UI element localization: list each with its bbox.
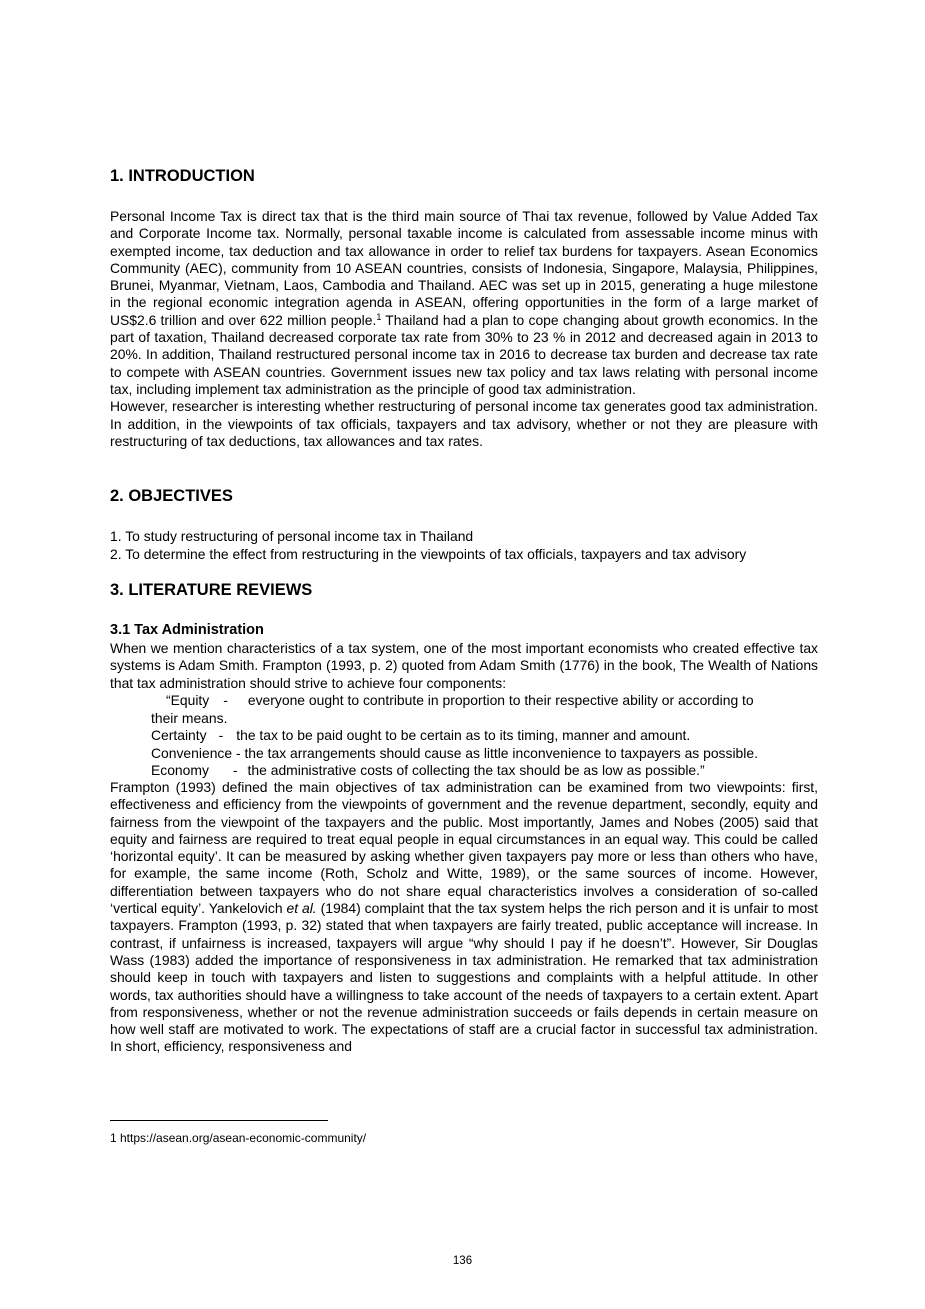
quote-convenience <box>151 745 758 762</box>
objectives-heading: 2. OBJECTIVES <box>110 487 233 505</box>
quote-term: Economy <box>151 762 209 778</box>
quote-dash: - <box>235 745 241 761</box>
literature-body-paragraph <box>110 779 818 1056</box>
quote-equity <box>166 692 754 709</box>
et-al: et al. <box>286 900 317 917</box>
introduction-paragraph-1a: Personal Income Tax is direct tax that is the third main source of Thai tax revenue, followed by Value Added Tax and Corporate Income tax. Normally, personal taxable income is calculated from assessable income minus with exempted income, tax deduction and tax allowance in order to relief tax burdens for taxpayers. Asean Economics Community (AEC), community from 10 ASEAN countries, consists of Indonesia, Singapore, Malaysia, Philippines, Brunei, Myanmar, Vietnam, Laos, Cambodia and Thailand. AEC was set up in 2015, generating a huge milestone in the regional economic integration agenda in ASEAN, offering opportunities in the form of a large market of US$2.6 trillion and over 622 million people. <box>110 208 818 328</box>
quote-dash: - <box>218 727 224 743</box>
quote-dash: - <box>223 692 228 708</box>
footnote: 1 https://asean.org/asean-economic-community/ <box>110 1131 367 1145</box>
objective-item-1: 1. To study restructuring of personal income tax in Thailand <box>110 528 474 544</box>
literature-body <box>110 779 818 1056</box>
footnote-reference[interactable]: 1 <box>376 311 382 322</box>
quote-term: “Equity <box>166 692 210 708</box>
literature-body-b: (1984) complaint that the tax system helps the rich person and it is unfair to most taxpayers. Frampton (1993, p. 32) stated that when taxpayers are fairly treated, public acceptance will increase. In contrast, if unfairness is increased, taxpayers will argue “why should I pay if he doesn’t”. However, Sir Douglas Wass (1983) added the importance of responsiveness in tax administration. He remarked that tax administration should keep in touch with taxpayers and listen to suggestions and complaints with a helpful attitude. In other words, tax authorities should have a willingness to take account of the needs of taxpayers to a certain extent. Apart from responsiveness, whether or not the revenue administration succeeds or fails depends in certain measure on how well staff are motivated to work. The expectations of staff are a crucial factor in successful tax administration. In short, efficiency, responsiveness and <box>110 900 818 1055</box>
quote-equity-continued: their means. <box>151 710 228 726</box>
literature-body-a: Frampton (1993) defined the main objectives of tax administration can be examined from two viewpoints: first, effectiveness and efficiency from the viewpoints of government and the revenue department, secondly, equity and fairness from the viewpoint of the taxpayers and the public. Most importantly, James and Nobes (2005) said that equity and fairness are required to treat equal people in equal circumstances in an equal way. This could be called ‘horizontal equity’. It can be measured by asking whether given taxpayers pay more or less than others who have, for example, the same income (Roth, Scholz and Witte, 1989), or the same sources of income. However, differentiation between taxpayers who do not share equal characteristics involves a consideration of so-called ‘vertical equity’. Yankelovich <box>110 779 818 917</box>
introduction-paragraph-1b: Thailand had a plan to cope changing about growth economics. In the part of taxation, Thailand decreased corporate tax rate from 30% to 23 % in 2012 and decreased again in 2013 to 20%. In addition, Thailand restructured personal income tax in 2016 to decrease tax burden and decrease tax rate to compete with ASEAN countries. Government issues new tax policy and tax laws relating with personal income tax, including implement tax administration as the principle of good tax administration. <box>110 311 818 397</box>
quote-definition: the tax arrangements should cause as little inconvenience to taxpayers as possible. <box>244 745 758 761</box>
quote-dash: - <box>232 762 238 778</box>
quote-definition: the administrative costs of collecting the tax should be as low as possible.” <box>247 762 705 778</box>
quote-term: Convenience <box>151 745 233 761</box>
quote-definition: the tax to be paid ought to be certain as to its timing, manner and amount. <box>236 727 691 743</box>
quote-definition: everyone ought to contribute in proportion to their respective ability or according to <box>247 692 754 708</box>
page-number: 136 <box>452 1255 473 1267</box>
footnote-divider <box>110 1120 328 1121</box>
introduction-paragraph-2: However, researcher is interesting whether restructuring of personal income tax generates good tax administration. In addition, in the viewpoints of tax officials, taxpayers and tax advisory, whether or not they are pleasure with restructuring of tax deductions, tax allowances and tax rates. <box>110 398 818 449</box>
quote-term: Certainty <box>151 727 207 743</box>
objective-item-2: 2. To determine the effect from restructuring in the viewpoints of tax officials, taxpayers and tax advisory <box>110 546 747 562</box>
tax-administration-subheading: 3.1 Tax Administration <box>110 622 264 638</box>
literature-heading: 3. LITERATURE REVIEWS <box>110 581 313 599</box>
quote-economy <box>151 762 705 779</box>
introduction-text <box>110 208 818 450</box>
literature-intro: When we mention characteristics of a tax system, one of the most important economists who created effective tax systems is Adam Smith. Frampton (1993, p. 2) quoted from Adam Smith (1776) in the book, The Wealth of Nations that tax administration should strive to achieve four components: <box>110 640 818 691</box>
introduction-heading: 1. INTRODUCTION <box>110 167 255 185</box>
quote-certainty <box>151 727 690 744</box>
introduction-paragraph-1 <box>110 208 818 398</box>
